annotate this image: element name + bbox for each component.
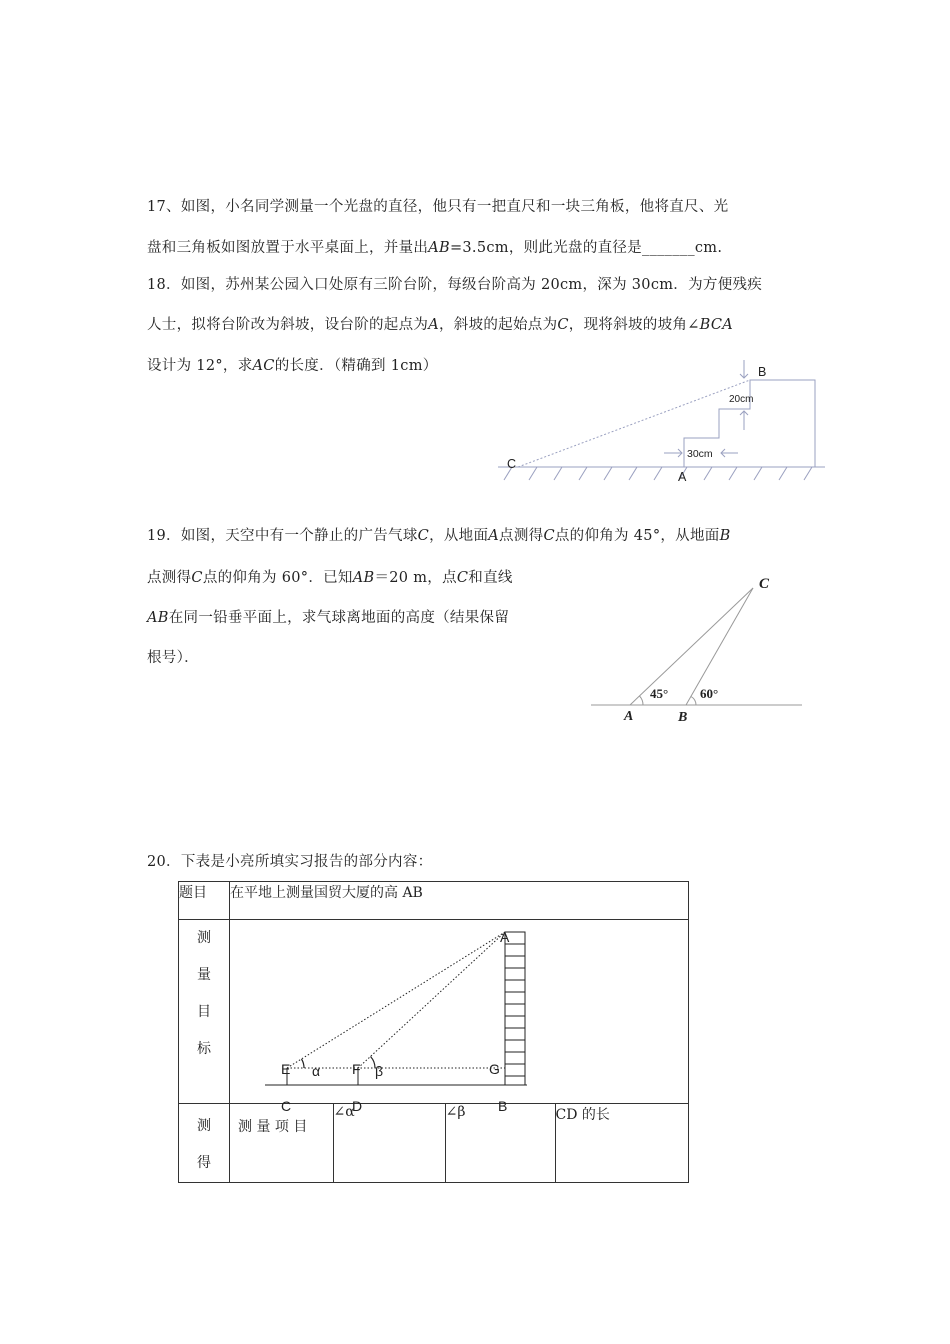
col-alpha: ∠α (333, 1104, 445, 1183)
sight-line-fa (358, 932, 505, 1068)
q20-label-g: G (489, 1061, 500, 1077)
line-ac (630, 588, 753, 705)
q17-line-1: 17、如图，小名同学测量一个光盘的直径，他只有一把直尺和一块三角板，他将直尺、光 (147, 199, 729, 215)
q20-label-alpha: α (312, 1063, 321, 1079)
q18-line-1: 18．如图，苏州某公园入口处原有三阶台阶，每级台阶高为 20cm，深为 30cm．为方便残疾 (147, 277, 763, 293)
q19-line-1: 19．如图，天空中有一个静止的广告气球C，从地面A点测得C点的仰角为 45°，从地面B (147, 528, 731, 544)
q19-angle-60: 60° (700, 686, 719, 701)
q18-label-c: C (507, 457, 517, 471)
q20-label-a: A (500, 929, 510, 945)
line-bc (686, 588, 753, 705)
q20-label-d: D (352, 1098, 363, 1114)
ground-hatching (504, 467, 812, 480)
q20-intro: 20．下表是小亮所填实习报告的部分内容： (147, 854, 433, 870)
q18-label-30cm: 30cm (687, 448, 713, 460)
q20-building-figure (260, 925, 535, 1120)
q19-angle-45: 45° (650, 686, 669, 701)
q18-label-b: B (758, 365, 767, 379)
q20-label-beta: β (375, 1063, 384, 1079)
q20-label-f: F (352, 1061, 361, 1077)
q19-line-2: 点测得C点的仰角为 60°．已知AB＝20 m，点C和直线 (147, 570, 513, 586)
angle-arc-alpha (302, 1059, 305, 1068)
row-measured-head: 测 得 (179, 1104, 230, 1183)
slope-line (518, 380, 750, 467)
q20-label-c: C (281, 1098, 292, 1114)
q20-label-e: E (281, 1061, 291, 1077)
angle-arc-b (691, 697, 696, 706)
q20-label-b: B (498, 1098, 508, 1114)
q18-stairs-figure (495, 360, 835, 490)
building-floors (505, 944, 525, 1076)
q19-line-4: 根号）． (147, 650, 199, 666)
building (505, 932, 525, 1085)
sight-line-ea (287, 932, 505, 1068)
angle-arc-a (640, 696, 644, 705)
q18-label-20cm: 20cm (729, 394, 754, 405)
col-beta: ∠β (445, 1104, 555, 1183)
q19-line-3: AB在同一铅垂平面上，求气球离地面的高度（结果保留 (147, 610, 510, 626)
q19-label-a: A (624, 709, 634, 724)
q18-line-3: 设计为 12°，求AC的长度．（精确到 1cm） (147, 358, 438, 374)
q19-balloon-figure (585, 570, 810, 730)
row-title-content: 在平地上测量国贸大厦的高 AB (230, 882, 689, 920)
row-target-head: 测 量 目 标 (179, 920, 230, 1104)
q19-label-b: B (678, 710, 688, 725)
q18-label-a: A (678, 470, 687, 484)
col-cd-length: CD 的长 (555, 1104, 688, 1183)
q19-label-c: C (759, 576, 770, 592)
q17-line-2: 盘和三角板如图放置于水平桌面上，并量出AB=3.5cm，则此光盘的直径是_______cm. (147, 240, 723, 256)
measure-item-label: 测 量 项 目 (230, 1104, 334, 1183)
q18-line-2: 人士，拟将台阶改为斜坡，设台阶的起点为A，斜坡的起始点为C，现将斜坡的坡角∠BCA (147, 317, 734, 333)
row-title-head: 题目 (179, 882, 230, 920)
